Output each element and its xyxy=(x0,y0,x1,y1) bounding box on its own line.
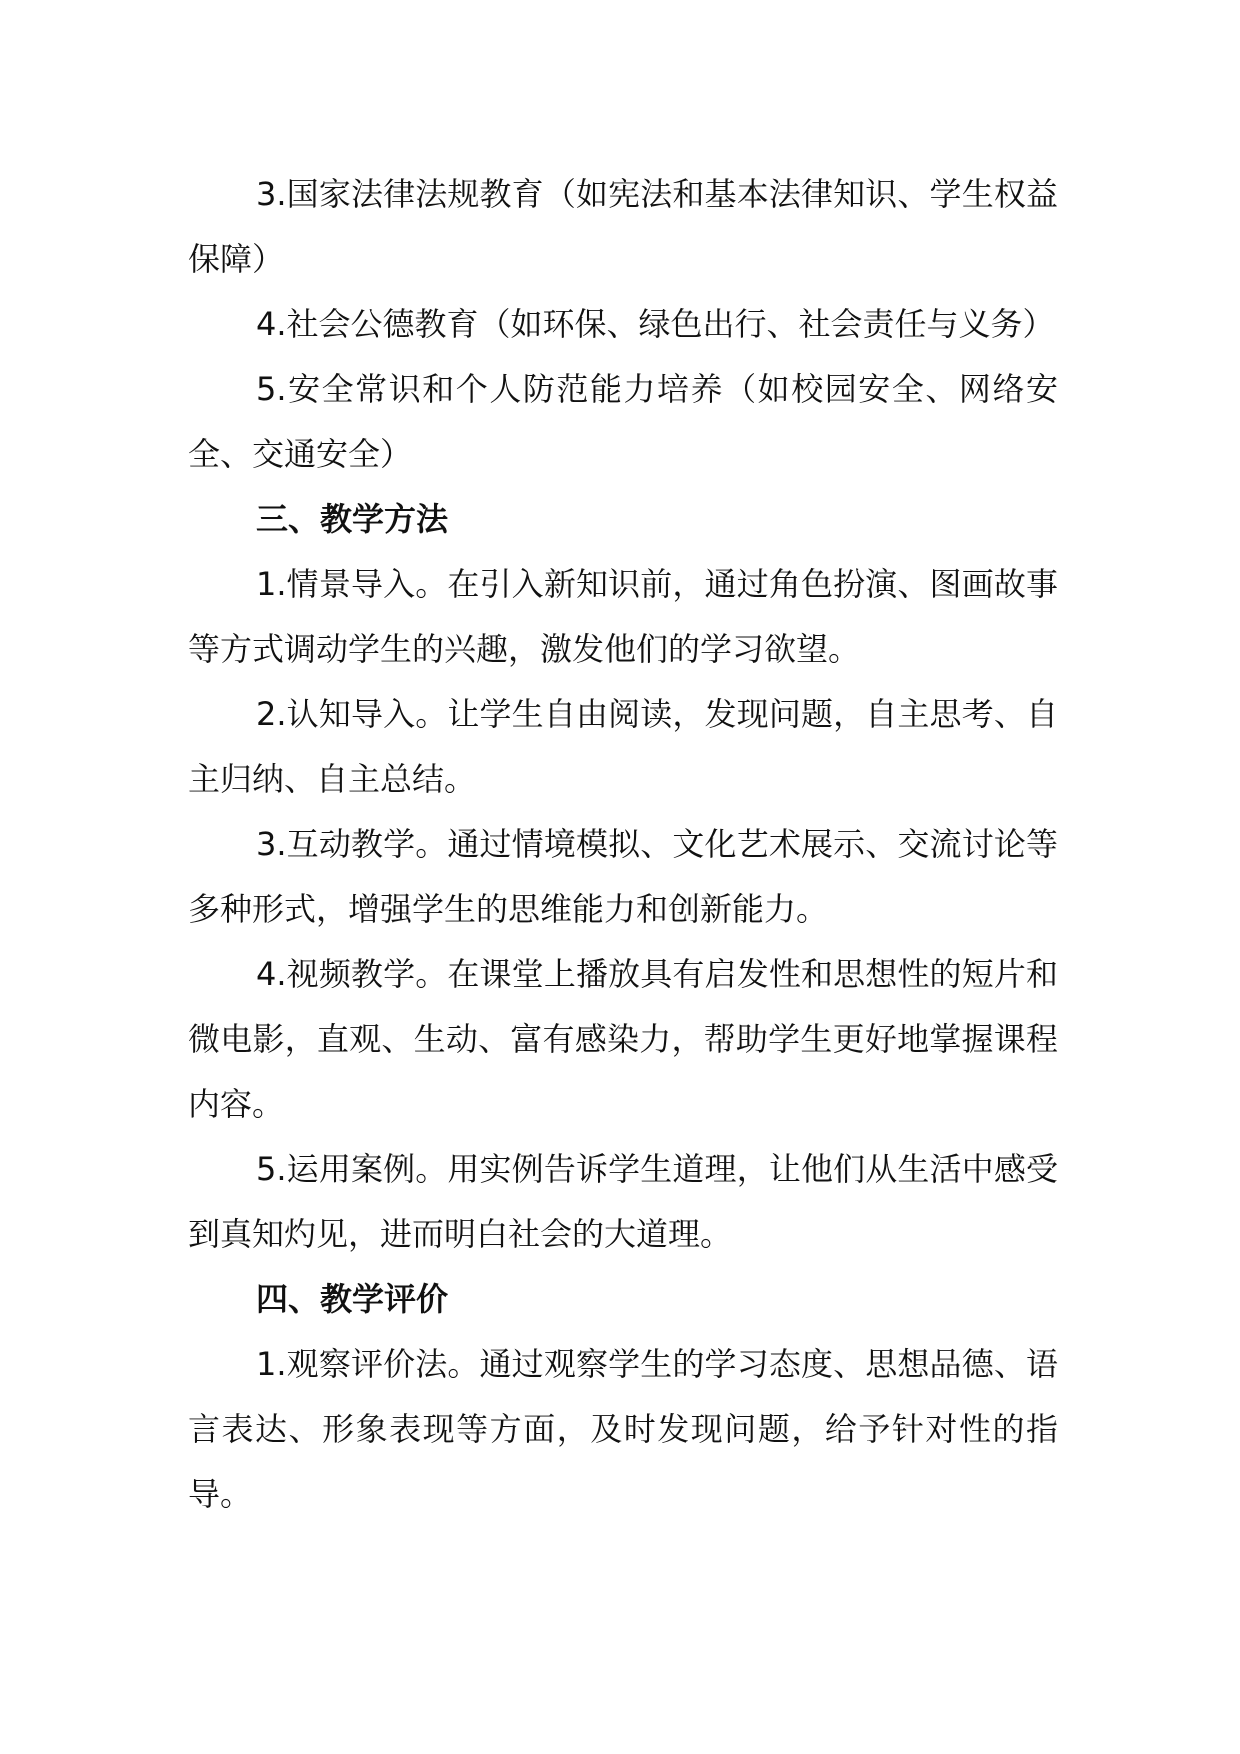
paragraph-scenario-introduction: 1.情景导入。在引入新知识前，通过角色扮演、图画故事等方式调动学生的兴趣，激发他们的学习欲望。 xyxy=(188,565,1058,668)
paragraph-video-teaching: 4.视频教学。在课堂上播放具有启发性和思想性的短片和微电影，直观、生动、富有感染力，帮助学生更好地掌握课程内容。 xyxy=(188,955,1058,1123)
paragraph-law-education: 3.国家法律法规教育（如宪法和基本法律知识、学生权益保障） xyxy=(188,175,1058,278)
paragraph-social-ethics: 4.社会公德教育（如环保、绿色出行、社会责任与义务） xyxy=(256,305,1055,343)
section-heading-teaching-methods: 三、教学方法 xyxy=(256,500,449,538)
document-page xyxy=(188,162,1058,1527)
section-heading-teaching-evaluation: 四、教学评价 xyxy=(256,1280,449,1318)
paragraph-case-study: 5.运用案例。用实例告诉学生道理，让他们从生活中感受到真知灼见，进而明白社会的大道理。 xyxy=(188,1150,1058,1253)
paragraph-observation-evaluation: 1.观察评价法。通过观察学生的学习态度、思想品德、语言表达、形象表现等方面，及时发现问题，给予针对性的指导。 xyxy=(188,1345,1058,1513)
paragraph-cognitive-introduction: 2.认知导入。让学生自由阅读，发现问题，自主思考、自主归纳、自主总结。 xyxy=(188,695,1058,798)
paragraph-safety-knowledge: 5.安全常识和个人防范能力培养（如校园安全、网络安全、交通安全） xyxy=(188,370,1058,473)
paragraph-interactive-teaching: 3.互动教学。通过情境模拟、文化艺术展示、交流讨论等多种形式，增强学生的思维能力和创新能力。 xyxy=(188,825,1058,928)
